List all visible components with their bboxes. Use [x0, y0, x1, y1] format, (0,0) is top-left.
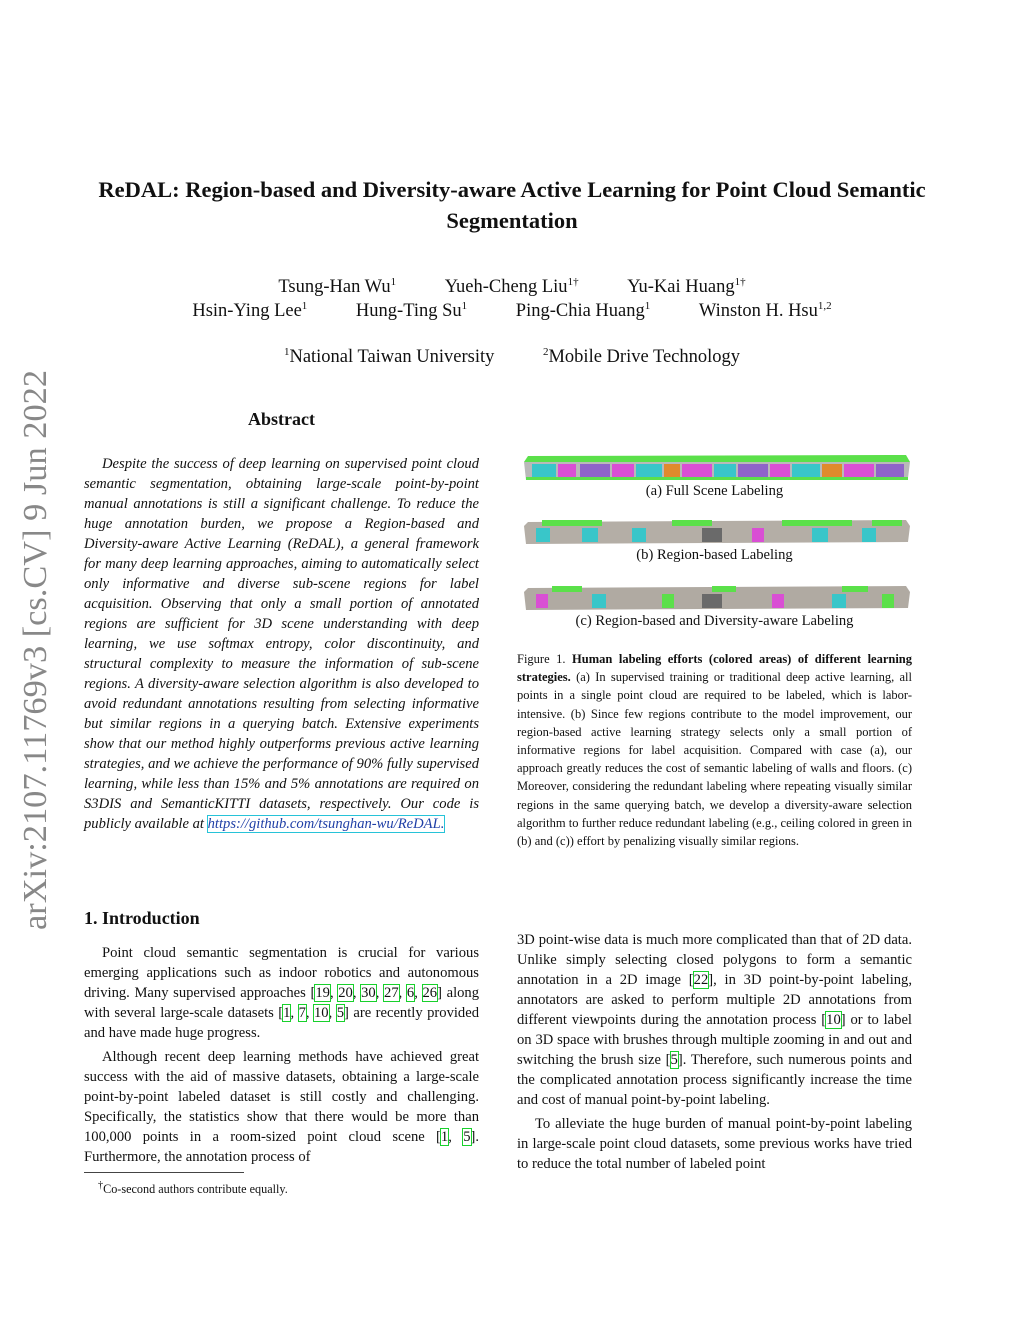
- citation-link[interactable]: 20: [338, 985, 353, 1001]
- author: Tsung-Han Wu$^1$: [278, 276, 397, 298]
- citation-link[interactable]: 19: [315, 985, 330, 1001]
- author: Yu-Kai Huang$^{1\dagger}$: [627, 276, 746, 298]
- citation-link[interactable]: 5: [463, 1129, 471, 1145]
- author: Hsin-Ying Lee$^1$: [192, 300, 308, 322]
- affiliation: $^2$Mobile Drive Technology: [542, 346, 741, 368]
- affiliations: [80, 340, 944, 369]
- paragraph: Point cloud semantic segmentation is crucial for various emerging applications such as indoor robotics and autonomous driving. Many supervised approaches [19, 20, 30, 27, 6, 26] along with several large-scale datasets [1, 7, 10, 5] are recently provided and have made huge progress.: [84, 945, 480, 1041]
- subfigure-caption-b: (b) Region-based Labeling: [636, 547, 793, 563]
- paragraph: Although recent deep learning methods have achieved great success with the aid of massive datasets, obtaining a large-scale point-by-point labeled dataset is still costly and challenging. Specifically, the statistics show that there would be more than 100,000 points in a room-sized point cloud scene [1, 5]. Furthermore, the annotation process of: [84, 1049, 480, 1165]
- author: Yueh-Cheng Liu$^{1\dagger}$: [444, 276, 579, 298]
- citation-link[interactable]: 30: [361, 985, 376, 1001]
- author-row-2: [80, 294, 944, 323]
- citation-link[interactable]: 5: [670, 1052, 678, 1068]
- citation-link[interactable]: 10: [826, 1012, 841, 1028]
- point-cloud-strip-a: [522, 452, 912, 482]
- abstract-text: Despite the success of deep learning on supervised point cloud semantic segmentation, obtaining large-scale point-by-point manual annotations is still a significant challenge. To reduce the huge annotation burden, we propose a Region-based and Diversity-aware Active Learning (ReDAL), a general framework for many deep learning approaches, aiming to automatically select only informative and diverse sub-scene regions for label acquisition. Observing that only a small portion of annotated regions are sufficient for 3D scene understanding with deep learning, we use softmax entropy, color discontinuity, and structural complexity to measure the information of sub-scene regions. A diversity-aware selection algorithm is also developed to avoid redundant annotations resulting from selecting informative but similar regions in a querying batch. Extensive experiments show that our method highly outperforms previous active learning strategies, and we achieve the performance of 90% fully supervised learning, while less than 15% and 5% annotations are required on S3DIS and SemanticKITTI datasets, respectively. Our code is publicly available at: [84, 456, 479, 832]
- paragraph: 3D point-wise data is much more complicated than that of 2D data. Unlike simply selecting closed polygons to form a semantic annotation in a 2D image [22], in 3D point-by-point labeling, annotators are asked to perform multiple 2D annotations from different viewpoints during the annotation process [10] or to label on 3D space with brushes through multiple zooming in and out and switching the brush size [5]. Therefore, such numerous points and the complicated annotation process significantly increase the time and cost of manual point-by-point labeling.: [517, 932, 913, 1108]
- author: Hung-Ting Su$^1$: [355, 300, 468, 322]
- paragraph: To alleviate the huge burden of manual point-by-point labeling in large-scale point cloud datasets, some previous works have tried to reduce the total number of labeled point: [517, 1116, 912, 1172]
- footnote: †Co-second authors contribute equally.: [98, 1180, 288, 1197]
- section-heading-introduction: 1. Introduction: [84, 908, 200, 928]
- citation-link[interactable]: 5: [336, 1005, 345, 1021]
- citation-link[interactable]: 1: [440, 1129, 449, 1145]
- author: Ping-Chia Huang$^1$: [515, 300, 651, 322]
- point-cloud-strip-b: [522, 516, 912, 546]
- citation-link[interactable]: 6: [406, 985, 415, 1001]
- figure-1-caption: Figure 1. Human labeling efforts (colored areas) of different learning strategies. (a) In supervised training or traditional deep active learning, all points in a single point cloud are required to be labeled, which is labor-intensive. (b) Since few regions contribute to the model improvement, our region-based active learning strategy selects only a small portion of informative regions for label acquisition. Compared with case (a), our approach greatly reduces the cost of semantic labeling of walls and floors. (c) Moreover, considering the redundant labeling where repeating visually similar regions in the same querying batch, we develop a diversity-aware selection algorithm to further reduce redundant labeling (e.g., ceiling colored in green in (b) and (c)) effort by penalizing visually similar regions.: [517, 652, 913, 849]
- figure-1: [517, 452, 912, 630]
- right-column-body: [517, 930, 912, 1178]
- abstract-heading: Abstract: [248, 409, 315, 429]
- point-cloud-strip-c: [522, 582, 912, 612]
- code-link[interactable]: https://github.com/tsunghan-wu/ReDAL.: [207, 816, 445, 832]
- citation-link[interactable]: 1: [283, 1005, 291, 1021]
- intro-body: [84, 943, 479, 1171]
- arxiv-stamp: [8, 365, 58, 935]
- citation-link[interactable]: 22: [693, 972, 709, 988]
- paper-title: ReDAL: Region-based and Diversity-aware Active Learning for Point Cloud Semantic Segmentation: [98, 177, 926, 233]
- abstract-body: [84, 454, 479, 834]
- citation-link[interactable]: 7: [298, 1005, 306, 1021]
- author: Winston H. Hsu$^{1,2}$: [698, 300, 832, 322]
- affiliation: $^1$National Taiwan University: [283, 346, 495, 368]
- arxiv-id: arXiv:2107.11769v3 [cs.CV] 9 Jun 2022: [17, 375, 54, 930]
- citation-link[interactable]: 26: [422, 985, 438, 1001]
- subfigure-caption-c: (c) Region-based and Diversity-aware Labeling: [575, 613, 854, 629]
- citation-link[interactable]: 10: [314, 1005, 329, 1021]
- footnote-rule: [84, 1172, 244, 1173]
- citation-link[interactable]: 27: [384, 985, 399, 1001]
- subfigure-caption-a: (a) Full Scene Labeling: [645, 483, 784, 499]
